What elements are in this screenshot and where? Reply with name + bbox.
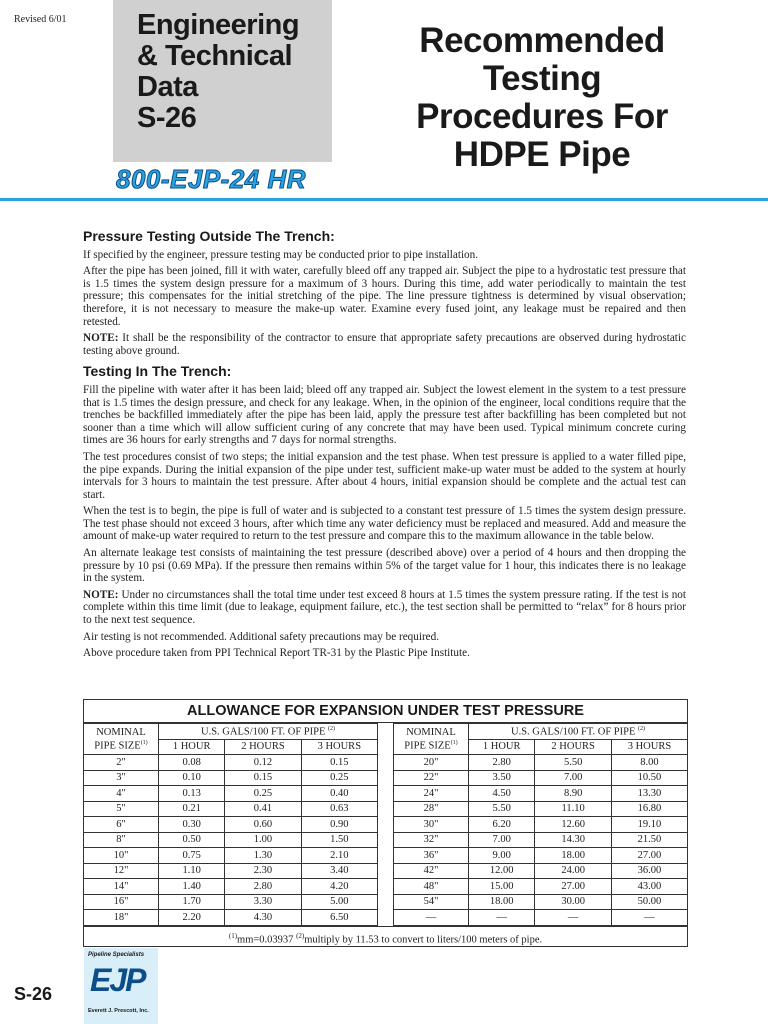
paragraph: Fill the pipeline with water after it has been laid; bleed off any trapped air. Subject the lowest element in the system to a test pressure that is 1.5 times the design pressure, and check for any leakage. When, in the opinion of the engineer, local conditions require that the trenches be backfilled immediately after the pipe has been laid, apply the pressure test after backfilling has been completed but not sooner than a time which will allow sufficient curing of any concrete that may have been used. Typical minimum concrete curing times are 36 hours for early strengths and 7 days for normal strengths. — [83, 383, 686, 447]
gals-label: U.S. GALS/100 FT. OF PIPE — [201, 726, 326, 737]
note-text: It shall be the responsibility of the contractor to ensure that appropriate safety precautions are observed during hydrostatic testing above ground. — [83, 332, 686, 357]
eng-line: Engineering — [137, 9, 300, 41]
table-row — [394, 894, 688, 910]
pipe-size-cell: — — [394, 910, 469, 926]
phone-number: 800-EJP-24 HR — [116, 164, 307, 194]
allowance-cell: 27.00 — [611, 848, 687, 864]
footnote-marker: (2) — [296, 931, 305, 940]
pipe-size-cell: 3" — [84, 770, 159, 786]
pipe-size-cell: 4" — [84, 786, 159, 802]
title-line: HDPE Pipe — [453, 135, 631, 174]
title-line: Procedures For — [416, 97, 668, 136]
allowance-cell: 0.40 — [301, 786, 377, 802]
note-label: NOTE: — [83, 332, 119, 345]
footnote-text: multiply by 11.53 to convert to liters/100 meters of pipe. — [304, 934, 543, 945]
pipe-size-label: PIPE SIZE — [94, 740, 141, 752]
allowance-cell: 1.50 — [301, 832, 377, 848]
paragraph: Air testing is not recommended. Additional safety precautions may be required. — [83, 630, 440, 643]
engineering-data-title — [137, 10, 299, 134]
logo-mark: EJP — [90, 962, 145, 998]
pipe-size-cell: 36" — [394, 848, 469, 864]
table-row — [394, 910, 688, 926]
table-row — [394, 817, 688, 833]
allowance-cell: 18.00 — [469, 894, 535, 910]
pipe-size-cell: 5" — [84, 801, 159, 817]
gals-header — [469, 724, 688, 740]
pipe-size-cell: 2" — [84, 755, 159, 771]
pipe-size-cell: 20" — [394, 755, 469, 771]
allowance-cell: 15.00 — [469, 879, 535, 895]
table-row — [394, 801, 688, 817]
allowance-cell: 6.50 — [301, 910, 377, 926]
pipe-size-cell: 10" — [84, 848, 159, 864]
paragraph: When the test is to begin, the pipe is full of water and is subjected to a constant test pressure of 1.5 times the system design pressure. The test phase should not exceed 3 hours, after which time any water deficiency must be replaced and measured. Add and measure the amount of make-up water required to return to the test pressure and compare this to the maximum allowance in the table below. — [83, 505, 686, 543]
allowance-cell: 0.13 — [159, 786, 225, 802]
allowance-cell: 8.00 — [611, 755, 687, 771]
allowance-cell: 3.50 — [469, 770, 535, 786]
eng-line: & Technical — [137, 40, 293, 72]
gals-header — [159, 724, 378, 740]
hour-header: 2 HOURS — [535, 739, 611, 755]
paragraph: The test procedures consist of two steps; the initial expansion and the test phase. When test pressure is applied to a water filled pipe, the pipe expands. During the initial expansion of the pipe under test, sufficient make-up water must be added to the system at hourly intervals for 3 hours to maintain the test pressure. After about 4 hours, initial expansion should be complete and the actual test can start. — [83, 450, 686, 501]
title-line: Testing — [482, 59, 602, 98]
paragraph: Above procedure taken from PPI Technical Report TR-31 by the Plastic Pipe Institute. — [83, 647, 470, 660]
table-row — [84, 894, 378, 910]
allowance-cell: 1.10 — [159, 863, 225, 879]
paragraph: If specified by the engineer, pressure testing may be conducted prior to pipe installation. — [83, 248, 479, 261]
allowance-cell: 0.30 — [159, 817, 225, 833]
table-row — [84, 863, 378, 879]
allowance-cell: 5.50 — [469, 801, 535, 817]
allowance-cell: 19.10 — [611, 817, 687, 833]
pipe-size-label: PIPE SIZE — [404, 740, 451, 752]
allowance-cell: 27.00 — [535, 879, 611, 895]
allowance-cell: 36.00 — [611, 863, 687, 879]
allowance-cell: 16.80 — [611, 801, 687, 817]
allowance-cell: 4.50 — [469, 786, 535, 802]
allowance-cell: 12.60 — [535, 817, 611, 833]
nominal-label: NOMINAL — [96, 726, 146, 738]
pipe-size-cell: 28" — [394, 801, 469, 817]
allowance-cell: 24.00 — [535, 863, 611, 879]
allowance-table — [83, 699, 688, 947]
pipe-size-cell: 24" — [394, 786, 469, 802]
pipe-size-cell: 42" — [394, 863, 469, 879]
pipe-size-cell: 48" — [394, 879, 469, 895]
allowance-cell: 0.50 — [159, 832, 225, 848]
allowance-cell: 10.50 — [611, 770, 687, 786]
allowance-cell: 30.00 — [535, 894, 611, 910]
allowance-cell: 2.20 — [159, 910, 225, 926]
allowance-cell: 5.50 — [535, 755, 611, 771]
allowance-cell: 0.12 — [225, 755, 301, 771]
footnote-marker: (1) — [228, 931, 238, 940]
allowance-cell: 0.75 — [159, 848, 225, 864]
allowance-cell: 2.80 — [469, 755, 535, 771]
pipe-size-cell: 12" — [84, 863, 159, 879]
allowance-cell: 0.08 — [159, 755, 225, 771]
section-heading-outside-trench: Pressure Testing Outside The Trench: — [83, 228, 335, 244]
table-title: ALLOWANCE FOR EXPANSION UNDER TEST PRESSURE — [84, 700, 687, 723]
allowance-cell: 0.15 — [225, 770, 301, 786]
section-heading-in-trench: Testing In The Trench: — [83, 363, 232, 380]
allowance-cell: 43.00 — [611, 879, 687, 895]
allowance-cell: 7.00 — [535, 770, 611, 786]
allowance-cell: 21.50 — [611, 832, 687, 848]
allowance-cell: 8.90 — [535, 786, 611, 802]
table-row — [394, 770, 688, 786]
nominal-pipe-size-header — [84, 724, 159, 755]
hour-header: 3 HOURS — [301, 739, 377, 755]
table-row — [84, 848, 378, 864]
body-content — [83, 230, 686, 664]
note-text: Under no circumstances shall the total time under test exceed 8 hours at 1.5 times the system pressure rating. If the test is not complete within this time limit (due to leakage, equipment failure, etc.), the test section shall be permitted to “relax” for 8 hours prior to the next test sequence. — [83, 588, 686, 627]
allowance-cell: 12.00 — [469, 863, 535, 879]
pipe-size-cell: 14" — [84, 879, 159, 895]
table-right-half — [393, 723, 687, 926]
allowance-cell: 9.00 — [469, 848, 535, 864]
allowance-cell: 4.20 — [301, 879, 377, 895]
allowance-cell: 1.40 — [159, 879, 225, 895]
footnote-marker: (1) — [140, 739, 148, 746]
allowance-cell: 0.41 — [225, 801, 301, 817]
note-label: NOTE: — [83, 588, 119, 601]
pipe-size-cell: 22" — [394, 770, 469, 786]
table-row — [394, 863, 688, 879]
allowance-cell: 5.00 — [301, 894, 377, 910]
footnote-marker: (2) — [638, 725, 645, 732]
table-row — [394, 848, 688, 864]
ejp-logo — [84, 948, 158, 1024]
allowance-cell: — — [469, 910, 535, 926]
revised-date: Revised 6/01 — [14, 14, 67, 25]
note-paragraph — [83, 589, 686, 627]
footnote-marker: (2) — [328, 725, 335, 732]
allowance-cell: 1.30 — [225, 848, 301, 864]
gals-label: U.S. GALS/100 FT. OF PIPE — [511, 726, 636, 737]
table-row — [84, 832, 378, 848]
logo-tagline: Pipeline Specialists — [88, 952, 145, 958]
paragraph: An alternate leakage test consists of maintaining the test pressure (described above) over a period of 4 hours and then dropping the pressure by 10 psi (0.69 MPa). If the pressure then remains within 5% of the target value for 1 hour, this indicates there is no leakage in the system. — [83, 547, 686, 585]
allowance-cell: 0.25 — [301, 770, 377, 786]
footnote-marker: (1) — [450, 739, 458, 746]
eng-line: Data — [137, 71, 198, 103]
footnote-text: mm=0.03937 — [237, 934, 297, 945]
allowance-cell: 3.40 — [301, 863, 377, 879]
pipe-size-cell: 16" — [84, 894, 159, 910]
allowance-cell: 2.10 — [301, 848, 377, 864]
table-left-half — [84, 723, 378, 926]
allowance-cell: 13.30 — [611, 786, 687, 802]
allowance-cell: 0.90 — [301, 817, 377, 833]
table-footnote — [84, 926, 687, 946]
allowance-cell: 2.30 — [225, 863, 301, 879]
allowance-cell: 0.21 — [159, 801, 225, 817]
allowance-cell: 0.60 — [225, 817, 301, 833]
allowance-cell: 2.80 — [225, 879, 301, 895]
allowance-cell: 0.25 — [225, 786, 301, 802]
hour-header: 1 HOUR — [469, 739, 535, 755]
allowance-cell: 6.20 — [469, 817, 535, 833]
pipe-size-cell: 30" — [394, 817, 469, 833]
allowance-cell: 0.15 — [301, 755, 377, 771]
table-row — [394, 879, 688, 895]
header-divider — [0, 198, 768, 201]
logo-company: Everett J. Prescott, Inc. — [88, 1008, 149, 1014]
allowance-cell: — — [611, 910, 687, 926]
pipe-size-cell: 8" — [84, 832, 159, 848]
table-row — [84, 786, 378, 802]
title-line: Recommended — [419, 21, 665, 60]
allowance-cell: 50.00 — [611, 894, 687, 910]
allowance-cell: 14.30 — [535, 832, 611, 848]
allowance-cell: 18.00 — [535, 848, 611, 864]
page-title — [385, 22, 699, 174]
pipe-size-cell: 32" — [394, 832, 469, 848]
nominal-label: NOMINAL — [406, 726, 456, 738]
hour-header: 3 HOURS — [611, 739, 687, 755]
hour-header: 2 HOURS — [225, 739, 301, 755]
nominal-pipe-size-header — [394, 724, 469, 755]
allowance-cell: 3.30 — [225, 894, 301, 910]
allowance-cell: 0.10 — [159, 770, 225, 786]
table-row — [394, 786, 688, 802]
allowance-cell: 7.00 — [469, 832, 535, 848]
allowance-cell: 4.30 — [225, 910, 301, 926]
table-row — [84, 801, 378, 817]
pipe-size-cell: 54" — [394, 894, 469, 910]
page-number: S-26 — [14, 984, 53, 1004]
paragraph: After the pipe has been joined, fill it with water, carefully bleed off any trapped air. Subject the pipe to a hydrostatic test pressure that is 1.5 times the system design pressure for a maximum of 3 hours. During this time, add water periodically to maintain the test pressure; this compensates for the initial stretching of the pipe. The line pressure tightness is determined by visual observation; therefore, it is not necessary to measure the make-up water. Examine every fused joint, any leakage must be repaired and then retested. — [83, 265, 686, 328]
allowance-cell: 11.10 — [535, 801, 611, 817]
eng-line: S-26 — [137, 102, 197, 134]
table-row — [84, 755, 378, 771]
table-row — [394, 832, 688, 848]
table-row — [84, 910, 378, 926]
hour-header: 1 HOUR — [159, 739, 225, 755]
table-row — [394, 755, 688, 771]
allowance-cell: 1.00 — [225, 832, 301, 848]
table-row — [84, 879, 378, 895]
pipe-size-cell: 18" — [84, 910, 159, 926]
table-row — [84, 817, 378, 833]
allowance-cell: 1.70 — [159, 894, 225, 910]
pipe-size-cell: 6" — [84, 817, 159, 833]
table-row — [84, 770, 378, 786]
allowance-cell: 0.63 — [301, 801, 377, 817]
allowance-cell: — — [535, 910, 611, 926]
note-paragraph — [83, 332, 686, 357]
